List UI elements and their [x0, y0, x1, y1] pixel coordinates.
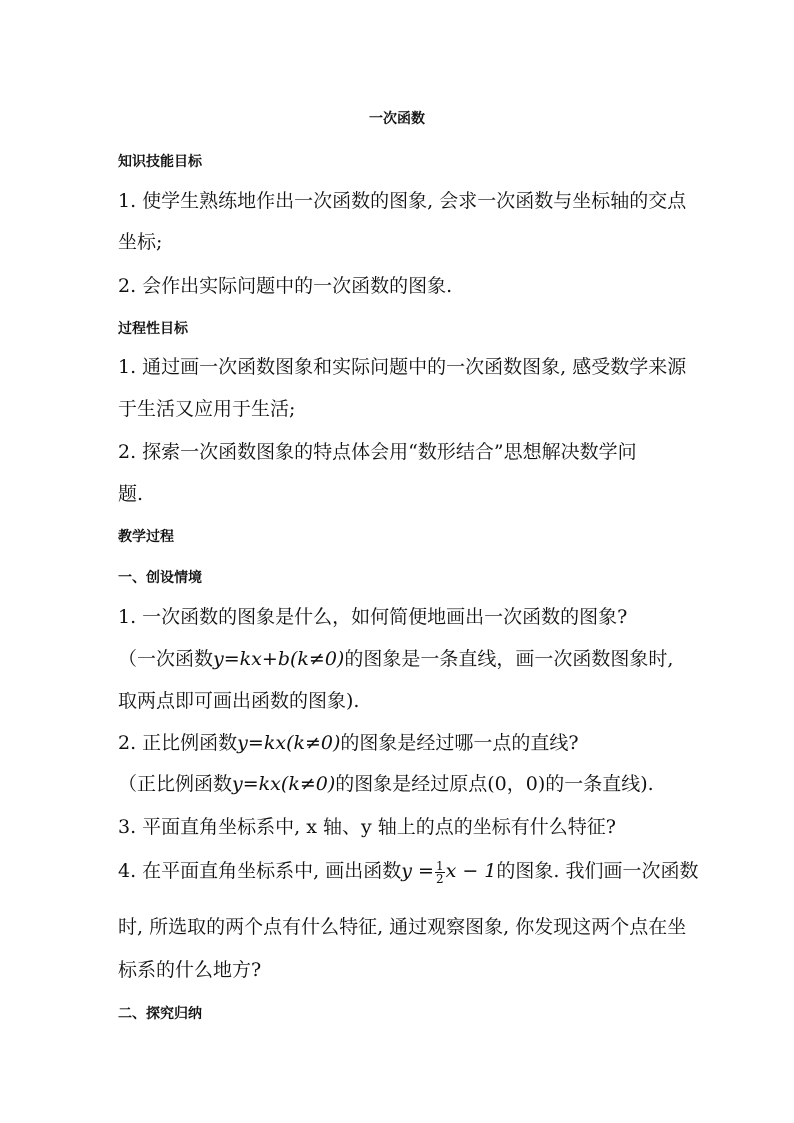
paragraph-line: 取两点即可画出函数的图象).	[118, 690, 360, 712]
paragraph-line: 1. 通过画一次函数图象和实际问题中的一次函数图象, 感受数学来源	[118, 356, 687, 378]
paragraph-line: 于生活又应用于生活;	[118, 398, 296, 420]
section-heading-skill: 知识技能目标	[118, 154, 202, 170]
formula-condition: (k≠0)	[289, 648, 345, 670]
formula-lhs: y =	[401, 860, 434, 882]
formula: y=kx+b	[213, 648, 290, 670]
section-heading-two: 二、探究归纳	[118, 1006, 202, 1022]
formula-tail: x − 1	[445, 860, 497, 882]
paragraph-line	[118, 772, 718, 796]
text-run: 2. 正比例函数	[118, 732, 238, 754]
formula-condition: (k≠0)	[286, 732, 341, 754]
section-heading-teaching: 教学过程	[118, 529, 174, 545]
document-title: 一次函数	[369, 111, 425, 127]
fraction-numerator: 1	[435, 858, 444, 873]
paragraph-line: 坐标;	[118, 231, 163, 253]
paragraph-line: 2. 会作出实际问题中的一次函数的图象.	[118, 275, 453, 297]
paragraph-line: 2. 探索一次函数图象的特点体会用“数形结合”思想解决数学问	[118, 441, 637, 463]
paragraph-line: 3. 平面直角坐标系中, x 轴、y 轴上的点的坐标有什么特征?	[118, 816, 616, 838]
text-run: （正比例函数	[118, 773, 233, 795]
paragraph-line: 1. 一次函数的图象是什么，如何简便地画出一次函数的图象?	[118, 606, 628, 628]
text-run: 4. 在平面直角坐标系中, 画出函数	[118, 860, 402, 882]
section-heading-one: 一、创设情境	[118, 570, 202, 586]
text-run: （一次函数	[118, 648, 214, 670]
text-run: 的图象是经过原点(0，0)的一条直线).	[335, 773, 654, 795]
paragraph-line	[118, 731, 718, 755]
paragraph-line: 标系的什么地方?	[118, 959, 262, 981]
text-run: 的图象是经过哪一点的直线?	[340, 732, 579, 754]
paragraph-line: 题.	[118, 483, 144, 505]
paragraph-line	[118, 647, 718, 671]
fraction-denominator: 2	[435, 871, 444, 886]
formula: y=kx	[237, 732, 287, 754]
paragraph-line: 1. 使学生熟练地作出一次函数的图象, 会求一次函数与坐标轴的交点	[118, 190, 687, 212]
paragraph-line: 时, 所选取的两个点有什么特征, 通过观察图象, 你发现这两个点在坐	[118, 916, 687, 938]
paragraph-line	[118, 859, 718, 885]
section-heading-process: 过程性目标	[118, 321, 188, 337]
text-run: 的图象. 我们画一次函数	[496, 860, 699, 882]
formula: y=kx	[232, 773, 281, 795]
text-run: 的图象是一条直线，画一次函数图象时,	[344, 648, 674, 670]
formula-condition: (k≠0)	[280, 773, 336, 795]
fraction	[435, 860, 445, 885]
